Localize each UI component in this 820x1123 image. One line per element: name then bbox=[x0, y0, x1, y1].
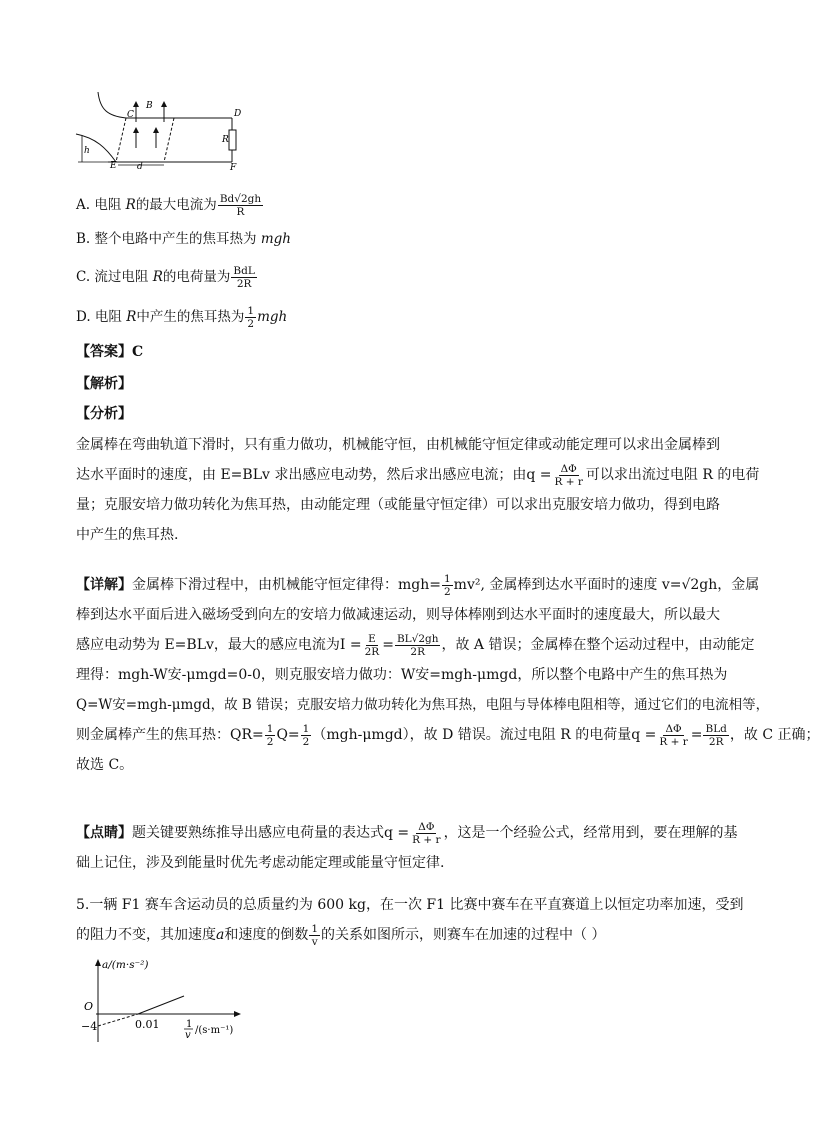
jiexi-heading: 【解析】 bbox=[76, 376, 132, 392]
label-R: R bbox=[222, 135, 229, 145]
fraction: $\frac{1}{2}$ bbox=[302, 722, 310, 748]
option-a: A. 电阻 R的最大电流为 $\frac{Bd√2gh}{R}$ bbox=[76, 193, 262, 218]
question-5: 5.一辆 F1 赛车含运动员的总质量约为 600 kg，在一次 F1 比赛中赛车在平直赛道上以恒定功率加速，受到 的阻力不变，其加速度a和速度的倒数 $\frac{1}{v}$ 的关系如图所示，则赛车在加速的过程中（ ） bbox=[76, 897, 744, 948]
fraction: $\frac{\text{BLd}}{2R}$ bbox=[705, 722, 727, 748]
ylabel: a/(m·s⁻²) bbox=[102, 959, 149, 971]
origin-label: O bbox=[84, 1000, 94, 1013]
fraction: $\frac{E}{2R}$ bbox=[364, 632, 380, 658]
y-intercept-label: −4 bbox=[81, 1020, 98, 1033]
label-h: h bbox=[84, 146, 90, 156]
xlabel-den: v bbox=[185, 1030, 191, 1041]
fraction: $\frac{1}{v}$ bbox=[311, 922, 319, 948]
label-d: d bbox=[137, 162, 143, 172]
x-tick-label: 0.01 bbox=[135, 1018, 160, 1031]
fraction: $\frac{1}{2}$ bbox=[247, 305, 255, 330]
label-D: D bbox=[234, 109, 242, 119]
label-B: B bbox=[146, 101, 153, 111]
fraction: $\frac{1}{2}$ bbox=[443, 572, 451, 598]
option-c: C. 流过电阻 R的电荷量为 $\frac{\text{BdL}}{2R}$ bbox=[76, 265, 255, 290]
label-E: E bbox=[110, 161, 117, 171]
fraction: $\frac{\text{BdL}}{2R}$ bbox=[233, 265, 255, 290]
graph-a-vs-inverse-v bbox=[80, 956, 260, 1044]
detail-paragraph: 【详解】金属棒下滑过程中，由机械能守恒定律得：mgh= $\frac{1}{2}$ mv², 金属棒到达水平面时的速度 v=√2gh，金属 棒到达水平面后进入磁场受到向左的安培力做减速运动，则导体棒刚到达水平面时的速度最大，所以最大 感应电动势为 E=BLv，最大的感应电流为I = $\frac{E}{2R}$ = $\frac{BL√2gh}{2R}$ ，故 A 错误；金属棒在整个运动过程中，由动能定 理得：mgh-W安-μmgd=0-0，则克服安培力做功：W安=mgh-μmgd，所以整个电路中产生的焦耳热为 Q=W安=mgh-μmgd，故 B 错误；克服安培力做功转化为焦耳热，电阻与导体棒电阻相等，通过它们的电流相等， 则金属棒产生的焦耳热：QR= $\frac{1}{2}$ Q= $\frac{1}{2}$ （mgh-μmgd），故 D 错误。流过电阻 R 的电荷量q = $\frac{\Delta\Phi}{R + r}$ = $\frac{\text{BLd}}{2R}$ ，故 C 正确； 故选 C。 bbox=[76, 572, 820, 773]
fenxi-heading: 【分析】 bbox=[76, 406, 132, 422]
option-d: D. 电阻 R中产生的焦耳热为 $\frac{1}{2}$ mgh bbox=[76, 305, 288, 330]
fraction: $\frac{\Delta\Phi}{R + r}$ bbox=[412, 820, 441, 846]
fraction: $\frac{\Delta\Phi}{R + r}$ bbox=[554, 462, 583, 488]
fraction: $\frac{Bd√2gh}{R}$ bbox=[219, 193, 262, 218]
xlabel-unit: /(s·m⁻¹) bbox=[195, 1025, 234, 1036]
label-C: C bbox=[127, 110, 134, 120]
answer: 【答案】C bbox=[76, 344, 144, 360]
option-b: B. 整个电路中产生的焦耳热为 mgh bbox=[76, 231, 291, 247]
analysis-paragraph: 金属棒在弯曲轨道下滑时，只有重力做功，机械能守恒，由机械能守恒定律或动能定理可以求出金属棒到 达水平面时的速度，由 E=BLv 求出感应电动势，然后求出感应电流；由q = $\frac{\Delta\Phi}{R + r}$ 可以求出流过电阻 R 的电荷 量；克服安培力做功转化为焦耳热，由动能定理（或能量守恒定律）可以求出克服安培力做功，得到电路 中产生的焦耳热. bbox=[76, 437, 760, 543]
figure-rail-diagram bbox=[74, 90, 244, 173]
dianjing-paragraph: 【点睛】题关键要熟练推导出感应电荷量的表达式q = $\frac{\Delta\Phi}{R + r}$ ，这是一个经验公式，经常用到，要在理解的基 础上记住，涉及到能量时优先考虑动能定理或能量守恒定律. bbox=[76, 820, 738, 871]
fraction: $\frac{1}{2}$ bbox=[266, 722, 274, 748]
xlabel-num: 1 bbox=[186, 1019, 193, 1030]
fraction: $\frac{BL√2gh}{2R}$ bbox=[396, 632, 439, 658]
label-F: F bbox=[230, 163, 237, 173]
fraction: $\frac{\Delta\Phi}{R + r}$ bbox=[659, 722, 688, 748]
